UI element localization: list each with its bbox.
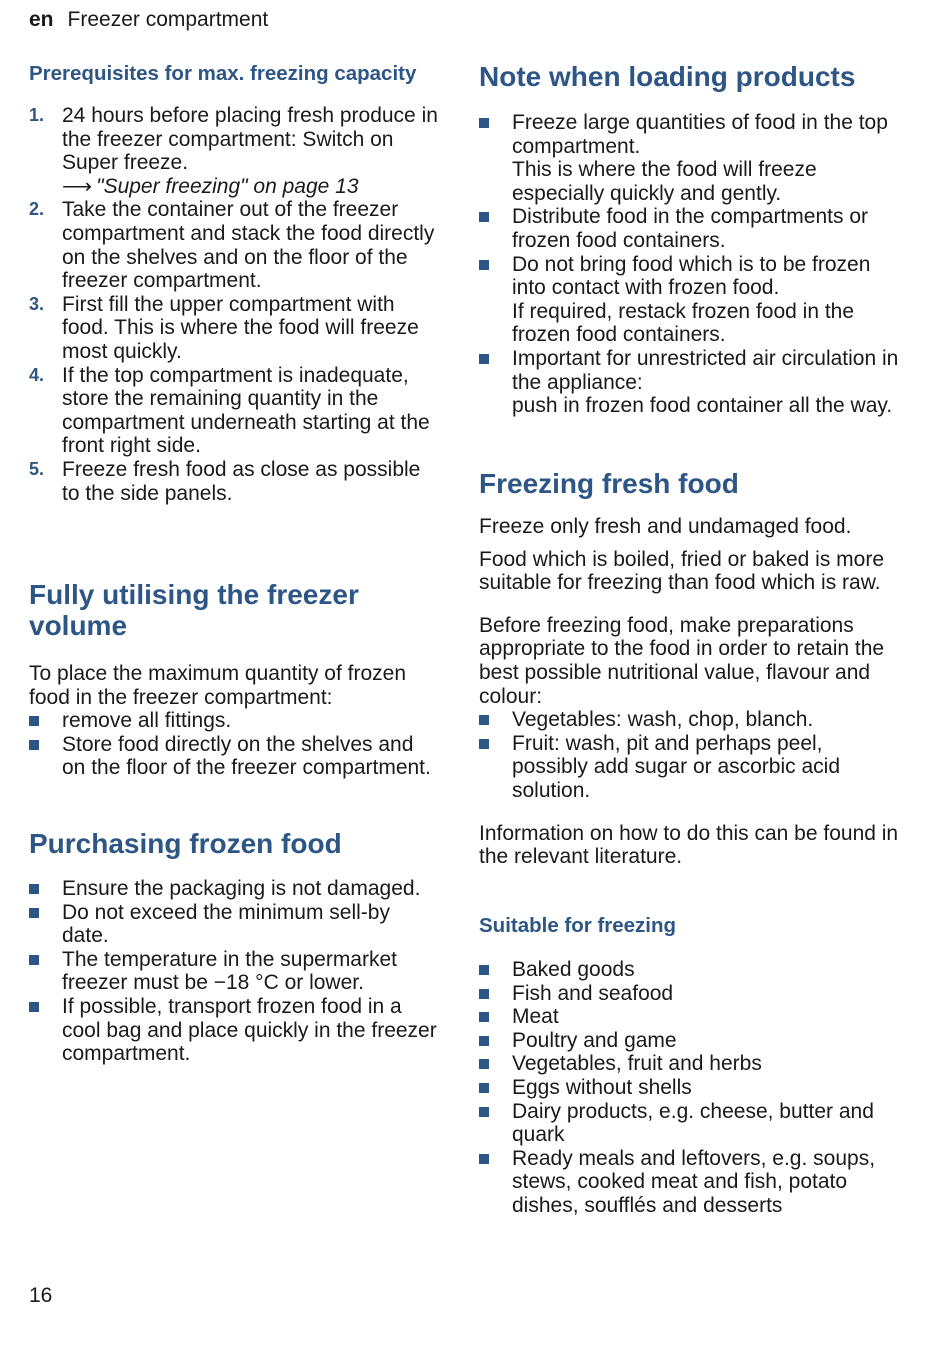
- step-number: 5.: [29, 458, 45, 479]
- square-bullet-icon: [479, 715, 489, 725]
- step-text: 24 hours before placing fresh produce in the freezer compartment: Switch on Super freeze.: [62, 104, 438, 175]
- note-loading-heading: Note when loading products: [479, 61, 856, 92]
- step-3: [29, 293, 439, 364]
- freezing-fresh-heading: Freezing fresh food: [479, 468, 739, 499]
- square-bullet-icon: [479, 1107, 489, 1117]
- square-bullet-icon: [479, 1036, 489, 1046]
- fully-utilising-section: [29, 579, 439, 780]
- list-item: Ensure the packaging is not damaged.: [29, 877, 439, 901]
- list-item: Fruit: wash, pit and perhaps peel, possibly add sugar or ascorbic acid solution.: [479, 732, 899, 803]
- fully-utilising-heading: Fully utilising the freezer volume: [29, 579, 359, 641]
- square-bullet-icon: [479, 1059, 489, 1069]
- list-item: Baked goods: [479, 958, 899, 982]
- list-item: Do not bring food which is to be frozen into contact with frozen food. If required, restack frozen food in the frozen food containers.: [479, 253, 899, 347]
- prereq-heading: Prerequisites for max. freezing capacity: [29, 62, 417, 85]
- square-bullet-icon: [29, 740, 39, 750]
- note-loading-section: [479, 61, 899, 418]
- square-bullet-icon: [479, 1154, 489, 1164]
- step-5: [29, 458, 439, 505]
- list-item: Vegetables, fruit and herbs: [479, 1052, 899, 1076]
- square-bullet-icon: [29, 884, 39, 894]
- square-bullet-icon: [29, 1002, 39, 1012]
- list-item: Dairy products, e.g. cheese, butter and quark: [479, 1100, 899, 1147]
- note-loading-list: [479, 111, 899, 418]
- preparation-list: [479, 708, 899, 802]
- list-item: Freeze large quantities of food in the top compartment. This is where the food will freeze especially quickly and gently.: [479, 111, 899, 205]
- square-bullet-icon: [29, 955, 39, 965]
- list-item: Fish and seafood: [479, 982, 899, 1006]
- paragraph: Before freezing food, make preparations appropriate to the food in order to retain the best possible nutritional value, flavour and colour:: [479, 613, 885, 708]
- square-bullet-icon: [479, 965, 489, 975]
- purchasing-list: [29, 877, 439, 1066]
- square-bullet-icon: [29, 716, 39, 726]
- fully-utilising-intro: To place the maximum quantity of frozen food in the freezer compartment:: [29, 662, 407, 709]
- step-text: Take the container out of the freezer compartment and stack the food directly on the shelves and on the floor of the freezer compartment.: [62, 198, 435, 293]
- language-code: en: [29, 8, 54, 31]
- purchasing-heading: Purchasing frozen food: [29, 828, 342, 859]
- square-bullet-icon: [479, 212, 489, 222]
- square-bullet-icon: [479, 118, 489, 128]
- list-item: Store food directly on the shelves and on the floor of the freezer compartment.: [29, 733, 439, 780]
- square-bullet-icon: [479, 989, 489, 999]
- step-1: [29, 104, 439, 198]
- xref-text: "Super freezing" on page 13: [96, 174, 359, 198]
- suitable-list: [479, 958, 899, 1218]
- list-item: remove all fittings.: [29, 709, 439, 733]
- fully-utilising-list: [29, 709, 439, 780]
- list-item: If possible, transport frozen food in a cool bag and place quickly in the freezer compartment.: [29, 995, 439, 1066]
- freezing-fresh-section: [479, 468, 899, 869]
- prereq-steps: [29, 104, 439, 505]
- cross-reference-link[interactable]: [62, 175, 439, 199]
- paragraph: Information on how to do this can be found in the relevant literature.: [479, 821, 899, 869]
- paragraph: Freeze only fresh and undamaged food.: [479, 515, 852, 538]
- list-item: Poultry and game: [479, 1029, 899, 1053]
- suitable-section: [479, 914, 899, 1218]
- step-2: [29, 198, 439, 292]
- purchasing-section: [29, 828, 439, 1066]
- list-item: Meat: [479, 1005, 899, 1029]
- list-item: Do not exceed the minimum sell-by date.: [29, 901, 439, 948]
- square-bullet-icon: [479, 739, 489, 749]
- list-item: Distribute food in the compartments or frozen food containers.: [479, 205, 899, 252]
- step-text: First fill the upper compartment with food. This is where the food will freeze most quickly.: [62, 292, 419, 363]
- list-item: Eggs without shells: [479, 1076, 899, 1100]
- paragraph: Food which is boiled, fried or baked is more suitable for freezing than food which is raw.: [479, 547, 885, 595]
- suitable-heading: Suitable for freezing: [479, 914, 677, 937]
- arrow-right-icon: ⟶: [62, 174, 93, 198]
- prereq-section: [29, 62, 439, 505]
- step-number: 3.: [29, 293, 45, 314]
- section-title: Freezer compartment: [67, 8, 269, 31]
- square-bullet-icon: [479, 260, 489, 270]
- square-bullet-icon: [479, 1083, 489, 1093]
- page-number: 16: [29, 1284, 53, 1307]
- step-text: If the top compartment is inadequate, store the remaining quantity in the compartment underneath starting at the front right side.: [62, 363, 430, 458]
- list-item: Important for unrestricted air circulation in the appliance: push in frozen food container all the way.: [479, 347, 899, 418]
- square-bullet-icon: [479, 354, 489, 364]
- list-item: Ready meals and leftovers, e.g. soups, stews, cooked meat and fish, potato dishes, soufflés and desserts: [479, 1147, 899, 1218]
- step-number: 4.: [29, 364, 45, 385]
- step-4: [29, 364, 439, 458]
- step-number: 2.: [29, 199, 45, 220]
- step-number: 1.: [29, 105, 45, 125]
- list-item: The temperature in the supermarket freezer must be −18 °C or lower.: [29, 948, 439, 995]
- square-bullet-icon: [29, 908, 39, 918]
- list-item: Vegetables: wash, chop, blanch.: [479, 708, 899, 732]
- page-header: [29, 8, 268, 32]
- square-bullet-icon: [479, 1012, 489, 1022]
- step-text: Freeze fresh food as close as possible to the side panels.: [62, 457, 421, 505]
